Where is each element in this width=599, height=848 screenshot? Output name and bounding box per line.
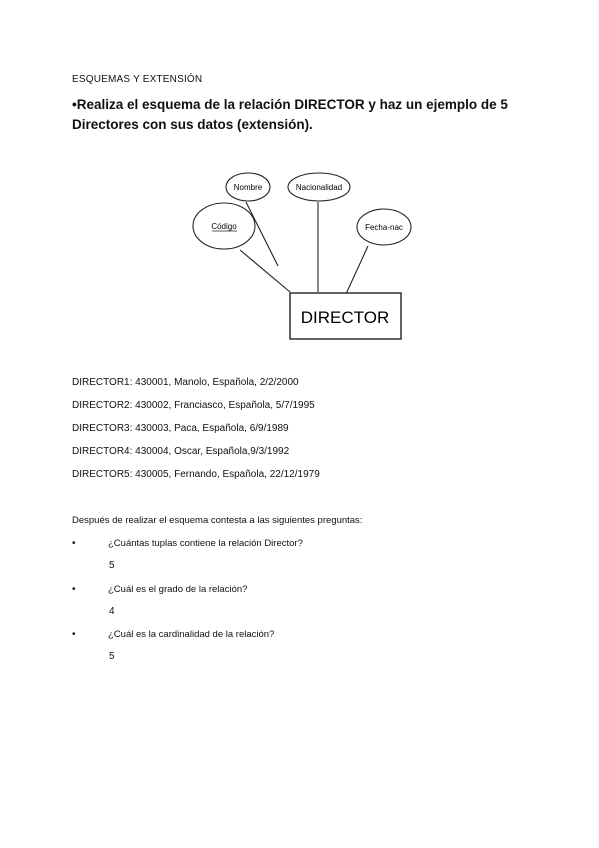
questions-intro: Después de realizar el esquema contesta a las siguientes preguntas: xyxy=(72,515,363,526)
entity-director xyxy=(290,293,401,339)
record-director-4: DIRECTOR4: 430004, Oscar, Española,9/3/1992 xyxy=(72,446,290,457)
entity-director-label: DIRECTOR xyxy=(300,308,390,327)
record-director-1: DIRECTOR1: 430001, Manolo, Española, 2/2/2000 xyxy=(72,377,299,388)
question-1-text: ¿Cuántas tuplas contiene la relación Director? xyxy=(108,538,303,549)
attribute-codigo-label: Código xyxy=(211,222,237,231)
attribute-codigo xyxy=(193,203,255,249)
attribute-fecha-nac-label: Fecha-nac xyxy=(365,223,403,232)
er-diagram xyxy=(180,160,420,360)
question-2-answer: 4 xyxy=(109,606,115,617)
record-director-3: DIRECTOR3: 430003, Paca, Española, 6/9/1989 xyxy=(72,423,289,434)
attribute-nombre-label: Nombre xyxy=(233,183,263,192)
question-2-bullet: • xyxy=(72,584,76,595)
question-1-bullet: • xyxy=(72,538,76,549)
question-2-text: ¿Cuál es el grado de la relación? xyxy=(108,584,248,595)
question-1-answer: 5 xyxy=(109,560,115,571)
connector-codigo xyxy=(240,250,290,292)
section-header: ESQUEMAS Y EXTENSIÓN xyxy=(72,74,203,85)
record-director-5: DIRECTOR5: 430005, Fernando, Española, 22/12/1979 xyxy=(72,469,320,480)
attribute-fecha-nac xyxy=(357,209,411,245)
attribute-nombre xyxy=(226,173,270,201)
question-3-answer: 5 xyxy=(109,651,115,662)
record-director-2: DIRECTOR2: 430002, Franciasco, Española, 5/7/1995 xyxy=(72,400,315,411)
attribute-nacionalidad-label: Nacionalidad xyxy=(295,183,343,192)
question-3-text: ¿Cuál es la cardinalidad de la relación? xyxy=(108,629,275,640)
connector-fecha-nac xyxy=(346,246,368,294)
question-3-bullet: • xyxy=(72,629,76,640)
exercise-title: •Realiza el esquema de la relación DIRECTOR y haz un ejemplo de 5 Directores con sus datos (extensión). xyxy=(72,97,508,132)
attribute-nacionalidad xyxy=(288,173,350,201)
